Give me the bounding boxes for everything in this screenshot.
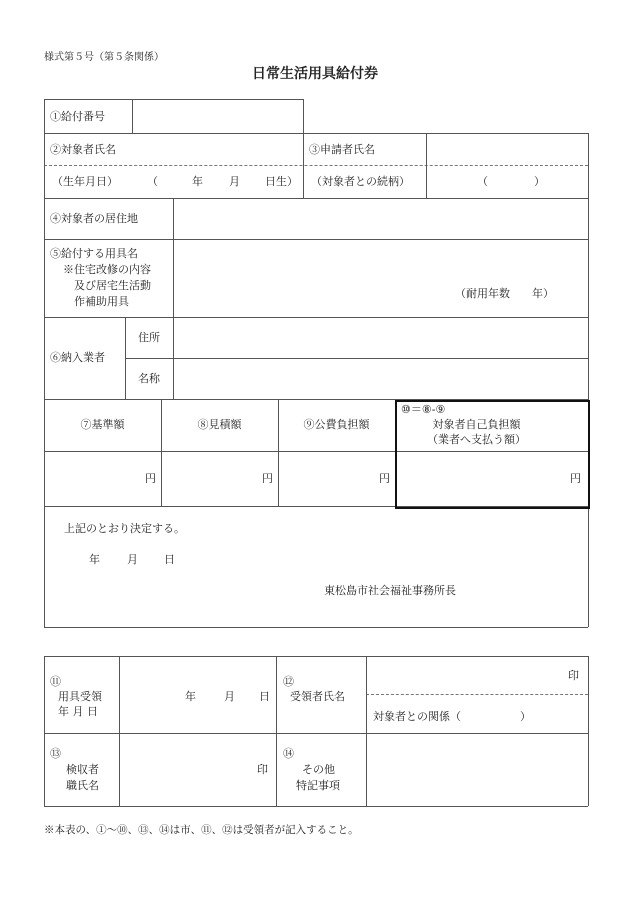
applicant-name-field[interactable] [427, 134, 587, 164]
self-pay-label: 対象者自己負担額 [432, 418, 521, 431]
footer-note: ※本表の、①～⑩、⑬、⑭は市、⑪、⑫は受領者が記入すること。 [44, 824, 359, 836]
birth-day: 日生） [265, 175, 298, 188]
self-pay-amount-field[interactable] [397, 452, 586, 505]
birth-year: 年 [192, 175, 203, 188]
remarks-field[interactable] [367, 734, 587, 805]
applicant-name-label: ③申請者氏名 [309, 143, 375, 156]
seal-inspector: 印 [257, 763, 268, 776]
grant-number-label: ①給付番号 [50, 110, 105, 123]
recipient-name-field[interactable] [133, 134, 302, 164]
receipt-date-label: 用具受領 [58, 690, 102, 703]
remarks-label: その他 [302, 763, 335, 776]
yen-public: 円 [379, 472, 390, 485]
page-title: 日常生活用具給付券 [252, 66, 378, 82]
decision-day: 日 [164, 553, 175, 566]
vendor-name-label: 名称 [138, 372, 160, 385]
receiver-relation-label: 対象者との関係（ [373, 710, 461, 723]
yen-self-pay: 円 [570, 472, 581, 485]
relation-label: （対象者との続柄） [311, 175, 410, 188]
vendor-address-field[interactable] [174, 318, 587, 357]
grant-number-field[interactable] [133, 100, 302, 132]
receipt-date-field[interactable] [120, 657, 275, 732]
receiver-name-label: 受領者氏名 [290, 690, 345, 703]
birth-open: （ [147, 175, 158, 188]
receipt-day: 日 [259, 690, 270, 703]
decision-text: 上記のとおり決定する。 [64, 522, 185, 535]
public-amount-field[interactable] [279, 452, 394, 505]
relation-close: ） [534, 175, 545, 188]
self-pay-note: （業者へ支払う額） [427, 433, 526, 446]
yen-estimate: 円 [262, 472, 273, 485]
estimate-amount-label: ⑧見積額 [197, 418, 242, 431]
receipt-month: 月 [224, 690, 235, 703]
inspector-label-2: 職氏名 [66, 779, 99, 792]
standard-amount-field[interactable] [45, 452, 160, 505]
public-amount-label: ⑨公費負担額 [303, 418, 370, 431]
vendor-address-label: 住所 [138, 331, 160, 344]
receiver-name-field[interactable] [367, 657, 587, 693]
item-name-field[interactable] [174, 240, 587, 316]
receiver-name-number: ⑫ [283, 675, 294, 688]
receipt-date-label-2: 年 月 日 [58, 705, 98, 718]
relation-open: （ [477, 175, 488, 188]
form-number: 様式第５号（第５条関係） [44, 52, 164, 63]
item-name-label: ⑤給付する用具名 [50, 247, 138, 260]
lifespan-text: （耐用年数 年） [455, 287, 554, 300]
seal-receiver: 印 [568, 669, 579, 682]
receipt-date-number: ⑪ [50, 675, 61, 688]
receiver-relation-close: ） [520, 710, 531, 723]
birth-month: 月 [229, 175, 240, 188]
birth-date-label: （生年月日） [52, 175, 118, 188]
estimate-amount-field[interactable] [162, 452, 277, 505]
decision-month: 月 [127, 553, 138, 566]
address-field[interactable] [174, 199, 587, 238]
item-name-note-1: ※住宅改修の内容 [63, 263, 151, 276]
address-label: ④対象者の居住地 [50, 212, 138, 225]
standard-amount-label: ⑦基準額 [80, 418, 125, 431]
remarks-label-2: 特記事項 [296, 779, 340, 792]
inspector-field[interactable] [120, 734, 275, 805]
office-name: 東松島市社会福祉事務所長 [324, 584, 456, 597]
decision-year: 年 [89, 553, 100, 566]
receipt-year: 年 [185, 690, 196, 703]
recipient-name-label: ②対象者氏名 [50, 143, 116, 156]
yen-standard: 円 [145, 472, 156, 485]
vendor-label: ⑥納入業者 [50, 351, 105, 364]
inspector-label: 検収者 [66, 763, 99, 776]
item-name-note-2: 及び居宅生活動 [74, 279, 151, 292]
remarks-number: ⑭ [283, 747, 294, 760]
vendor-name-field[interactable] [174, 359, 587, 398]
item-name-note-3: 作補助用具 [74, 295, 129, 308]
formula-label: ⑩＝⑧-⑨ [401, 403, 446, 416]
inspector-number: ⑬ [50, 747, 61, 760]
